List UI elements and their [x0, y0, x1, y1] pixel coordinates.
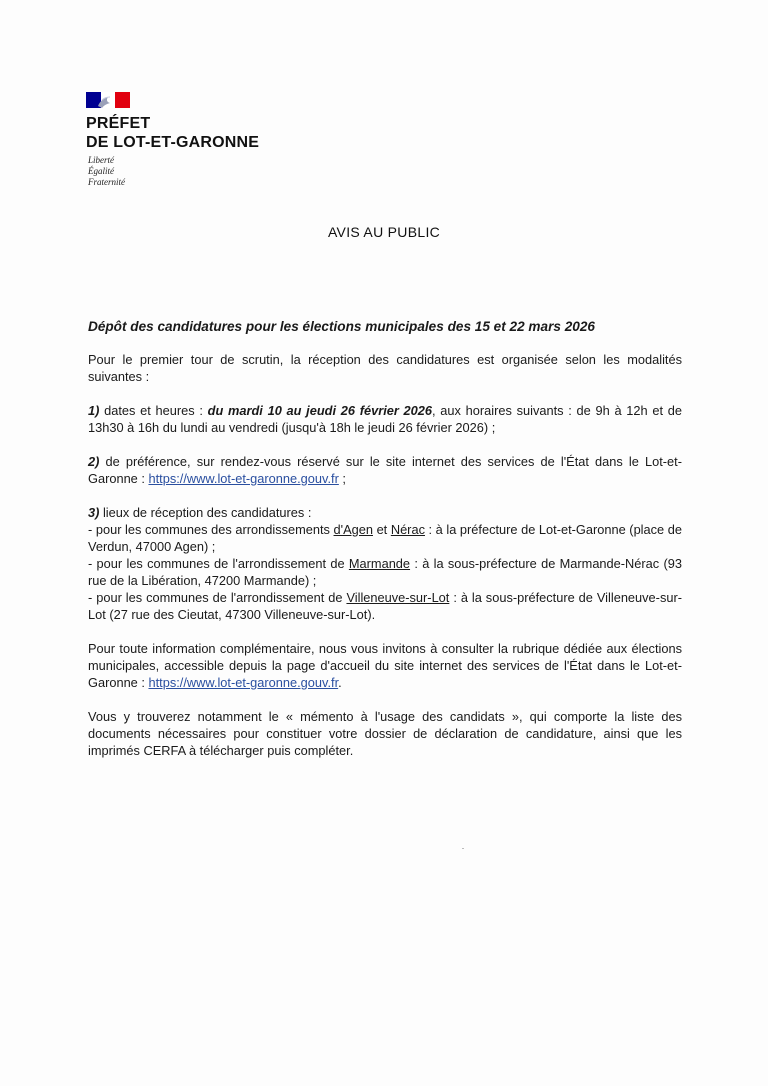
item-2-end: ;	[338, 471, 346, 486]
item-2-text: de préférence, sur rendez-vous réservé sur le site internet des services de l'État dans le Lot-et-Garonne :	[88, 454, 682, 486]
villeneuve-post: : à la sous-préfecture de Villeneuve-sur-Lot (27 rue des Cieutat, 47300 Villeneuve-sur-Lot).	[88, 590, 682, 622]
agen-post: : à la préfecture de Lot-et-Garonne (place de Verdun, 47000 Agen) ;	[88, 522, 682, 554]
item-1-paragraph	[88, 402, 682, 436]
marianne-logo	[86, 92, 130, 108]
item-1-dates: du mardi 10 au jeudi 26 février 2026	[207, 403, 433, 418]
agen-pre: - pour les communes des arrondissements	[88, 522, 334, 537]
prefecture-website-link[interactable]: https://www.lot-et-garonne.gouv.fr	[148, 471, 339, 486]
motto-fraternite: Fraternité	[88, 177, 125, 187]
prefet-line-1: PRÉFET	[86, 115, 151, 132]
item-1-number: 1)	[88, 403, 100, 418]
info-website-link[interactable]: https://www.lot-et-garonne.gouv.fr	[148, 675, 339, 690]
scan-speck	[462, 848, 464, 849]
notice-heading: Dépôt des candidatures pour les élections municipales des 15 et 22 mars 2026	[88, 319, 595, 334]
nerac-label: Nérac	[390, 522, 425, 537]
info-paragraph	[88, 640, 682, 691]
location-marmande	[88, 555, 682, 589]
prefecture-name	[86, 114, 259, 152]
info-text: Pour toute information complémentaire, nous vous invitons à consulter la rubrique dédiée aux élections municipales, accessible depuis la page d'accueil du site internet des services de l'État dans le Lot-et-Garonne :	[88, 641, 682, 690]
marmande-post: : à la sous-préfecture de Marmande-Nérac (93 rue de la Libération, 47200 Marmande) ;	[88, 556, 682, 588]
villeneuve-pre: - pour les communes de l'arrondissement de	[88, 590, 347, 605]
intro-paragraph: Pour le premier tour de scrutin, la réception des candidatures est organisée selon les modalités suivantes :	[88, 352, 682, 384]
agen-mid: et	[372, 522, 391, 537]
item-1-pre: dates et heures :	[99, 403, 208, 418]
item-3-paragraph	[88, 504, 682, 521]
item-3-title: lieux de réception des candidatures :	[99, 505, 312, 520]
item-2-paragraph	[88, 453, 682, 487]
item-1-post: , aux horaires suivants : de 9h à 12h et de 13h30 à 16h du lundi au vendredi (jusqu'à 18h le jeudi 26 février 2026) ;	[88, 403, 682, 435]
republic-motto	[88, 155, 125, 188]
location-agen-nerac	[88, 521, 682, 555]
memento-paragraph: Vous y trouverez notamment le « mémento à l'usage des candidats », qui comporte la liste des documents nécessaires pour constituer votre dossier de déclaration de candidature, ainsi que les imprimés CERFA à télécharger puis compléter.	[88, 709, 682, 758]
villeneuve-label: Villeneuve-sur-Lot	[346, 590, 450, 605]
agen-label: d'Agen	[333, 522, 373, 537]
marmande-pre: - pour les communes de l'arrondissement de	[88, 556, 349, 571]
prefet-line-2: DE LOT-ET-GARONNE	[86, 134, 260, 151]
marmande-label: Marmande	[348, 556, 411, 571]
item-2-number: 2)	[88, 454, 100, 469]
page-title: AVIS AU PUBLIC	[327, 224, 441, 240]
marianne-flag-icon	[86, 92, 130, 108]
document-body	[88, 318, 682, 759]
info-end: .	[338, 675, 342, 690]
item-3-number: 3)	[88, 505, 100, 520]
motto-liberte: Liberté	[88, 155, 114, 165]
location-villeneuve	[88, 589, 682, 623]
motto-egalite: Égalité	[88, 166, 114, 176]
